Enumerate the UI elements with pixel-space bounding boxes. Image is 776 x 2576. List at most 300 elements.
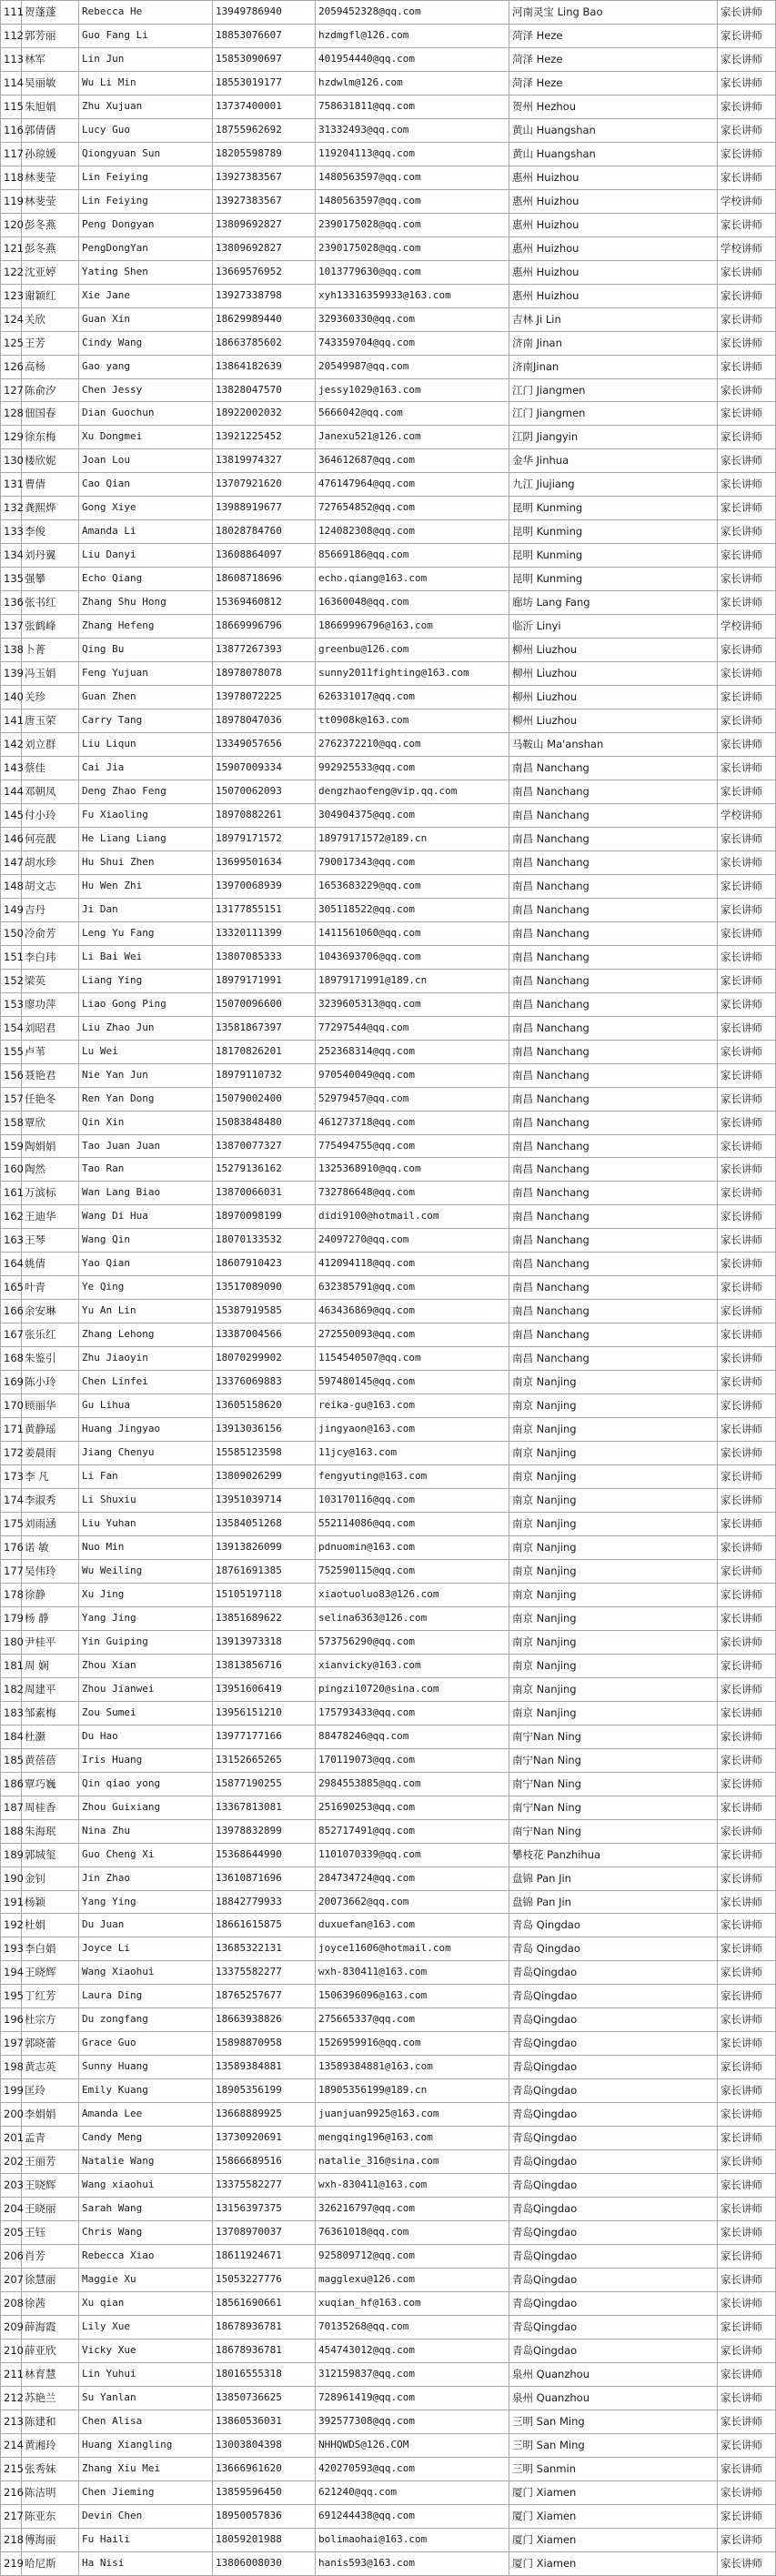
row-number-cell: 130 bbox=[1, 449, 22, 473]
phone-cell: 18979171991 bbox=[213, 969, 316, 992]
email-cell: 364612687@qq.com bbox=[316, 449, 509, 473]
phone-cell: 13375582277 bbox=[213, 1961, 316, 1985]
phone-cell: 13956151210 bbox=[213, 1701, 316, 1725]
role-cell: 家长讲师 bbox=[718, 2127, 776, 2150]
english-name-cell: Zhang Hefeng bbox=[79, 615, 213, 639]
table-row bbox=[1, 2315, 776, 2339]
phone-cell: 18553019177 bbox=[213, 71, 316, 95]
english-name-cell: Gu Lihua bbox=[79, 1394, 213, 1418]
chinese-name-cell: 徐静 bbox=[22, 1583, 79, 1606]
table-row bbox=[1, 2079, 776, 2103]
row-number-cell: 164 bbox=[1, 1253, 22, 1276]
english-name-cell: Sunny Huang bbox=[79, 2056, 213, 2079]
chinese-name-cell: 胡水珍 bbox=[22, 850, 79, 874]
chinese-name-cell: 杜灏 bbox=[22, 1725, 79, 1748]
english-name-cell: Ye Qing bbox=[79, 1276, 213, 1300]
chinese-name-cell: 匡玲 bbox=[22, 2079, 79, 2103]
chinese-name-cell: 廖功萍 bbox=[22, 992, 79, 1016]
email-cell: xiaotuoluo83@126.com bbox=[316, 1583, 509, 1606]
role-cell: 家长讲师 bbox=[718, 1371, 776, 1394]
row-number-cell: 159 bbox=[1, 1134, 22, 1158]
table-row bbox=[1, 2504, 776, 2528]
table-row bbox=[1, 1465, 776, 1489]
email-cell: 2390175028@qq.com bbox=[316, 236, 509, 260]
role-cell: 家长讲师 bbox=[718, 898, 776, 921]
role-cell: 家长讲师 bbox=[718, 2480, 776, 2504]
row-number-cell: 144 bbox=[1, 780, 22, 803]
email-cell: 1411561060@qq.com bbox=[316, 921, 509, 945]
phone-cell: 13877267393 bbox=[213, 639, 316, 662]
role-cell: 家长讲师 bbox=[718, 1300, 776, 1323]
chinese-name-cell: 王晓丽 bbox=[22, 2198, 79, 2221]
email-cell: 621240@qq.com bbox=[316, 2480, 509, 2504]
row-number-cell: 218 bbox=[1, 2528, 22, 2551]
english-name-cell: Maggie Xu bbox=[79, 2269, 213, 2292]
chinese-name-cell: 冯玉娟 bbox=[22, 662, 79, 686]
english-name-cell: Zhou Guixiang bbox=[79, 1796, 213, 1819]
location-cell: 南宁Nan Ning bbox=[509, 1796, 718, 1819]
phone-cell: 18979171572 bbox=[213, 827, 316, 850]
location-cell: 九江 Jiujiang bbox=[509, 473, 718, 497]
location-cell: 南昌 Nanchang bbox=[509, 1276, 718, 1300]
email-cell: 5666042@qq.com bbox=[316, 402, 509, 426]
row-number-cell: 203 bbox=[1, 2174, 22, 2198]
table-row bbox=[1, 1276, 776, 1300]
role-cell: 家长讲师 bbox=[718, 992, 776, 1016]
english-name-cell: Yang Ying bbox=[79, 1890, 213, 1914]
table-row bbox=[1, 1914, 776, 1937]
role-cell: 家长讲师 bbox=[718, 1182, 776, 1205]
row-number-cell: 120 bbox=[1, 213, 22, 236]
role-cell: 家长讲师 bbox=[718, 1961, 776, 1985]
row-number-cell: 129 bbox=[1, 426, 22, 449]
location-cell: 南昌 Nanchang bbox=[509, 1300, 718, 1323]
row-number-cell: 216 bbox=[1, 2480, 22, 2504]
role-cell: 家长讲师 bbox=[718, 2150, 776, 2174]
location-cell: 青岛Qingdao bbox=[509, 2269, 718, 2292]
english-name-cell: Wu Weiling bbox=[79, 1559, 213, 1583]
chinese-name-cell: 李 凡 bbox=[22, 1465, 79, 1489]
location-cell: 厦门 Xiamen bbox=[509, 2504, 718, 2528]
row-number-cell: 170 bbox=[1, 1394, 22, 1418]
chinese-name-cell: 徐茜 bbox=[22, 2291, 79, 2315]
location-cell: 黄山 Huangshan bbox=[509, 118, 718, 142]
location-cell: 金华 Jinhua bbox=[509, 449, 718, 473]
email-cell: 401954440@qq.com bbox=[316, 47, 509, 71]
english-name-cell: Liu Liqun bbox=[79, 733, 213, 757]
table-row bbox=[1, 568, 776, 591]
table-row bbox=[1, 1371, 776, 1394]
phone-cell: 18950057836 bbox=[213, 2504, 316, 2528]
row-number-cell: 150 bbox=[1, 921, 22, 945]
email-cell: tt0908k@163.com bbox=[316, 709, 509, 733]
chinese-name-cell: 佃国春 bbox=[22, 402, 79, 426]
chinese-name-cell: 徐慧丽 bbox=[22, 2269, 79, 2292]
role-cell: 家长讲师 bbox=[718, 1276, 776, 1300]
table-row bbox=[1, 449, 776, 473]
chinese-name-cell: 杜娟 bbox=[22, 1914, 79, 1937]
english-name-cell: Yao Qian bbox=[79, 1253, 213, 1276]
chinese-name-cell: 周桂香 bbox=[22, 1796, 79, 1819]
english-name-cell: Natalie Wang bbox=[79, 2150, 213, 2174]
role-cell: 家长讲师 bbox=[718, 1890, 776, 1914]
english-name-cell: Liao Gong Ping bbox=[79, 992, 213, 1016]
email-cell: 461273718@qq.com bbox=[316, 1111, 509, 1134]
row-number-cell: 185 bbox=[1, 1748, 22, 1772]
email-cell: 1526959916@qq.com bbox=[316, 2032, 509, 2056]
chinese-name-cell: 蔡佳 bbox=[22, 757, 79, 780]
chinese-name-cell: 万滨标 bbox=[22, 1182, 79, 1205]
english-name-cell: Cai Jia bbox=[79, 757, 213, 780]
role-cell: 学校讲师 bbox=[718, 236, 776, 260]
location-cell: 厦门 Xiamen bbox=[509, 2528, 718, 2551]
chinese-name-cell: 苏艳兰 bbox=[22, 2386, 79, 2410]
table-row bbox=[1, 426, 776, 449]
table-row bbox=[1, 1016, 776, 1040]
chinese-name-cell: 刘丹翼 bbox=[22, 544, 79, 568]
english-name-cell: Chen Alisa bbox=[79, 2410, 213, 2433]
location-cell: 南京 Nanjing bbox=[509, 1513, 718, 1536]
table-row bbox=[1, 2221, 776, 2245]
phone-cell: 13517089090 bbox=[213, 1276, 316, 1300]
chinese-name-cell: 张书红 bbox=[22, 591, 79, 615]
chinese-name-cell: 傅海丽 bbox=[22, 2528, 79, 2551]
location-cell: 南宁Nan Ning bbox=[509, 1772, 718, 1796]
role-cell: 家长讲师 bbox=[718, 95, 776, 118]
role-cell: 家长讲师 bbox=[718, 449, 776, 473]
chinese-name-cell: 王晓辉 bbox=[22, 2174, 79, 2198]
row-number-cell: 115 bbox=[1, 95, 22, 118]
row-number-cell: 219 bbox=[1, 2551, 22, 2575]
english-name-cell: Cindy Wang bbox=[79, 331, 213, 355]
english-name-cell: Guo Cheng Xi bbox=[79, 1843, 213, 1867]
chinese-name-cell: 龚熙烨 bbox=[22, 497, 79, 520]
email-cell: 1101070339@qq.com bbox=[316, 1843, 509, 1867]
table-row bbox=[1, 2245, 776, 2269]
english-name-cell: Zhou Jianwei bbox=[79, 1677, 213, 1701]
phone-cell: 18170826201 bbox=[213, 1040, 316, 1063]
table-row bbox=[1, 2198, 776, 2221]
chinese-name-cell: 吉丹 bbox=[22, 898, 79, 921]
phone-cell: 13367813081 bbox=[213, 1796, 316, 1819]
english-name-cell: Li Fan bbox=[79, 1465, 213, 1489]
phone-cell: 13608864097 bbox=[213, 544, 316, 568]
table-row bbox=[1, 874, 776, 898]
english-name-cell: Candy Meng bbox=[79, 2127, 213, 2150]
email-cell: NHHQWDS@126.COM bbox=[316, 2433, 509, 2457]
chinese-name-cell: 覃欣 bbox=[22, 1111, 79, 1134]
email-cell: echo.qiang@163.com bbox=[316, 568, 509, 591]
table-row bbox=[1, 544, 776, 568]
chinese-name-cell: 朱海珉 bbox=[22, 1819, 79, 1843]
chinese-name-cell: 李白娟 bbox=[22, 1937, 79, 1961]
role-cell: 家长讲师 bbox=[718, 1394, 776, 1418]
location-cell: 南京 Nanjing bbox=[509, 1559, 718, 1583]
phone-cell: 15369460812 bbox=[213, 591, 316, 615]
row-number-cell: 190 bbox=[1, 1867, 22, 1890]
email-cell: 3239605313@qq.com bbox=[316, 992, 509, 1016]
location-cell: 青岛Qingdao bbox=[509, 2127, 718, 2150]
email-cell: 743359704@qq.com bbox=[316, 331, 509, 355]
phone-cell: 13913036156 bbox=[213, 1418, 316, 1442]
role-cell: 家长讲师 bbox=[718, 2269, 776, 2292]
location-cell: 南昌 Nanchang bbox=[509, 757, 718, 780]
english-name-cell: Devin Chen bbox=[79, 2504, 213, 2528]
phone-cell: 13737400001 bbox=[213, 95, 316, 118]
row-number-cell: 179 bbox=[1, 1606, 22, 1630]
chinese-name-cell: 张鹤峰 bbox=[22, 615, 79, 639]
row-number-cell: 114 bbox=[1, 71, 22, 95]
role-cell: 家长讲师 bbox=[718, 544, 776, 568]
table-row bbox=[1, 520, 776, 544]
phone-cell: 13375582277 bbox=[213, 2174, 316, 2198]
email-cell: 18979171572@189.cn bbox=[316, 827, 509, 850]
phone-cell: 13870077327 bbox=[213, 1134, 316, 1158]
row-number-cell: 196 bbox=[1, 2008, 22, 2032]
chinese-name-cell: 黄志英 bbox=[22, 2056, 79, 2079]
table-row bbox=[1, 921, 776, 945]
phone-cell: 18765257677 bbox=[213, 1985, 316, 2008]
row-number-cell: 186 bbox=[1, 1772, 22, 1796]
phone-cell: 13584051268 bbox=[213, 1513, 316, 1536]
english-name-cell: Hu Shui Zhen bbox=[79, 850, 213, 874]
location-cell: 泉州 Quanzhou bbox=[509, 2362, 718, 2386]
role-cell: 家长讲师 bbox=[718, 874, 776, 898]
row-number-cell: 200 bbox=[1, 2103, 22, 2127]
table-row bbox=[1, 2032, 776, 2056]
role-cell: 家长讲师 bbox=[718, 2221, 776, 2245]
phone-cell: 15898870958 bbox=[213, 2032, 316, 2056]
chinese-name-cell: 张秀妹 bbox=[22, 2457, 79, 2480]
role-cell: 家长讲师 bbox=[718, 2315, 776, 2339]
table-row bbox=[1, 2291, 776, 2315]
email-cell: 2390175028@qq.com bbox=[316, 213, 509, 236]
row-number-cell: 174 bbox=[1, 1489, 22, 1513]
chinese-name-cell: 彭冬燕 bbox=[22, 213, 79, 236]
email-cell: 170119073@qq.com bbox=[316, 1748, 509, 1772]
role-cell: 家长讲师 bbox=[718, 1465, 776, 1489]
table-row bbox=[1, 1961, 776, 1985]
table-row bbox=[1, 1063, 776, 1087]
chinese-name-cell: 顾丽华 bbox=[22, 1394, 79, 1418]
email-cell: 732786648@qq.com bbox=[316, 1182, 509, 1205]
role-cell: 家长讲师 bbox=[718, 1111, 776, 1134]
location-cell: 南京 Nanjing bbox=[509, 1630, 718, 1654]
location-cell: 三明 San Ming bbox=[509, 2433, 718, 2457]
row-number-cell: 212 bbox=[1, 2386, 22, 2410]
english-name-cell: Lucy Guo bbox=[79, 118, 213, 142]
phone-cell: 18853076607 bbox=[213, 24, 316, 47]
row-number-cell: 122 bbox=[1, 260, 22, 284]
role-cell: 家长讲师 bbox=[718, 307, 776, 331]
english-name-cell: Liang Ying bbox=[79, 969, 213, 992]
role-cell: 家长讲师 bbox=[718, 2291, 776, 2315]
english-name-cell: Nuo Min bbox=[79, 1535, 213, 1559]
table-row bbox=[1, 1559, 776, 1583]
chinese-name-cell: 林斐莹 bbox=[22, 189, 79, 213]
role-cell: 家长讲师 bbox=[718, 757, 776, 780]
phone-cell: 13376069883 bbox=[213, 1371, 316, 1394]
phone-cell: 13152665265 bbox=[213, 1748, 316, 1772]
english-name-cell: Huang Jingyao bbox=[79, 1418, 213, 1442]
email-cell: xyh13316359933@163.com bbox=[316, 284, 509, 307]
email-cell: pingzi10720@sina.com bbox=[316, 1677, 509, 1701]
english-name-cell: Fu Haili bbox=[79, 2528, 213, 2551]
role-cell: 家长讲师 bbox=[718, 1748, 776, 1772]
phone-cell: 13970068939 bbox=[213, 874, 316, 898]
email-cell: 758631811@qq.com bbox=[316, 95, 509, 118]
row-number-cell: 151 bbox=[1, 945, 22, 969]
chinese-name-cell: 郭倩倩 bbox=[22, 118, 79, 142]
phone-cell: 18663785602 bbox=[213, 331, 316, 355]
table-row bbox=[1, 615, 776, 639]
location-cell: 昆明 Kunming bbox=[509, 497, 718, 520]
location-cell: 南昌 Nanchang bbox=[509, 1229, 718, 1253]
chinese-name-cell: 沈亚婷 bbox=[22, 260, 79, 284]
location-cell: 青岛 Qingdao bbox=[509, 1914, 718, 1937]
row-number-cell: 215 bbox=[1, 2457, 22, 2480]
role-cell: 家长讲师 bbox=[718, 426, 776, 449]
email-cell: 16360048@qq.com bbox=[316, 591, 509, 615]
row-number-cell: 127 bbox=[1, 378, 22, 402]
phone-cell: 13850736625 bbox=[213, 2386, 316, 2410]
row-number-cell: 143 bbox=[1, 757, 22, 780]
role-cell: 家长讲师 bbox=[718, 1559, 776, 1583]
email-cell: Janexu521@126.com bbox=[316, 426, 509, 449]
role-cell: 家长讲师 bbox=[718, 1442, 776, 1465]
row-number-cell: 205 bbox=[1, 2221, 22, 2245]
phone-cell: 13977177166 bbox=[213, 1725, 316, 1748]
email-cell: 463436869@qq.com bbox=[316, 1300, 509, 1323]
chinese-name-cell: 林育慧 bbox=[22, 2362, 79, 2386]
table-row bbox=[1, 166, 776, 189]
role-cell: 学校讲师 bbox=[718, 189, 776, 213]
table-row bbox=[1, 118, 776, 142]
location-cell: 南宁Nan Ning bbox=[509, 1748, 718, 1772]
row-number-cell: 192 bbox=[1, 1914, 22, 1937]
chinese-name-cell: 杨颖 bbox=[22, 1890, 79, 1914]
row-number-cell: 146 bbox=[1, 827, 22, 850]
chinese-name-cell: 杜宗方 bbox=[22, 2008, 79, 2032]
location-cell: 惠州 Huizhou bbox=[509, 284, 718, 307]
chinese-name-cell: 陈俞汐 bbox=[22, 378, 79, 402]
english-name-cell: Zhu Jiaoyin bbox=[79, 1347, 213, 1371]
phone-cell: 13813856716 bbox=[213, 1654, 316, 1677]
english-name-cell: Li Bai Wei bbox=[79, 945, 213, 969]
role-cell: 家长讲师 bbox=[718, 827, 776, 850]
table-row bbox=[1, 2339, 776, 2362]
table-row bbox=[1, 2410, 776, 2433]
table-row bbox=[1, 1513, 776, 1536]
table-row bbox=[1, 686, 776, 709]
location-cell: 临沂 Linyi bbox=[509, 615, 718, 639]
email-cell: 329360330@qq.com bbox=[316, 307, 509, 331]
table-row bbox=[1, 1134, 776, 1158]
location-cell: 青岛Qingdao bbox=[509, 2174, 718, 2198]
email-cell: 103170116@qq.com bbox=[316, 1489, 509, 1513]
row-number-cell: 116 bbox=[1, 118, 22, 142]
role-cell: 家长讲师 bbox=[718, 662, 776, 686]
location-cell: 青岛Qingdao bbox=[509, 2245, 718, 2269]
table-row bbox=[1, 307, 776, 331]
english-name-cell: Jin Zhao bbox=[79, 1867, 213, 1890]
chinese-name-cell: 刘立群 bbox=[22, 733, 79, 757]
email-cell: 790017343@qq.com bbox=[316, 850, 509, 874]
location-cell: 南京 Nanjing bbox=[509, 1465, 718, 1489]
location-cell: 济南Jinan bbox=[509, 355, 718, 378]
email-cell: wxh-830411@163.com bbox=[316, 2174, 509, 2198]
phone-cell: 18561690661 bbox=[213, 2291, 316, 2315]
chinese-name-cell: 陶然 bbox=[22, 1158, 79, 1182]
english-name-cell: Tao Ran bbox=[79, 1158, 213, 1182]
table-row bbox=[1, 1, 776, 25]
english-name-cell: Qiongyuan Sun bbox=[79, 142, 213, 166]
location-cell: 南昌 Nanchang bbox=[509, 850, 718, 874]
phone-cell: 18842779933 bbox=[213, 1890, 316, 1914]
table-row bbox=[1, 1630, 776, 1654]
email-cell: 31332493@qq.com bbox=[316, 118, 509, 142]
email-cell: bolimaohai@163.com bbox=[316, 2528, 509, 2551]
role-cell: 家长讲师 bbox=[718, 166, 776, 189]
role-cell: 家长讲师 bbox=[718, 1205, 776, 1229]
chinese-name-cell: 任艳冬 bbox=[22, 1087, 79, 1111]
english-name-cell: Iris Huang bbox=[79, 1748, 213, 1772]
english-name-cell: Chen Jieming bbox=[79, 2480, 213, 2504]
role-cell: 家长讲师 bbox=[718, 2032, 776, 2056]
row-number-cell: 209 bbox=[1, 2315, 22, 2339]
location-cell: 江门 Jiangmen bbox=[509, 402, 718, 426]
table-row bbox=[1, 1701, 776, 1725]
chinese-name-cell: 谢颖红 bbox=[22, 284, 79, 307]
row-number-cell: 158 bbox=[1, 1111, 22, 1134]
email-cell: 970540049@qq.com bbox=[316, 1063, 509, 1087]
chinese-name-cell: 肖芳 bbox=[22, 2245, 79, 2269]
phone-cell: 13387004566 bbox=[213, 1323, 316, 1347]
email-cell: hanis593@163.com bbox=[316, 2551, 509, 2575]
english-name-cell: Ren Yan Dong bbox=[79, 1087, 213, 1111]
phone-cell: 13807085333 bbox=[213, 945, 316, 969]
email-cell: 24097270@qq.com bbox=[316, 1229, 509, 1253]
english-name-cell: Chris Wang bbox=[79, 2221, 213, 2245]
email-cell: 632385791@qq.com bbox=[316, 1276, 509, 1300]
role-cell: 家长讲师 bbox=[718, 2362, 776, 2386]
row-number-cell: 132 bbox=[1, 497, 22, 520]
email-cell: 275665337@qq.com bbox=[316, 2008, 509, 2032]
row-number-cell: 149 bbox=[1, 898, 22, 921]
role-cell: 家长讲师 bbox=[718, 47, 776, 71]
email-cell: dengzhaofeng@vip.qq.com bbox=[316, 780, 509, 803]
english-name-cell: Lin Yuhui bbox=[79, 2362, 213, 2386]
row-number-cell: 145 bbox=[1, 803, 22, 827]
table-row bbox=[1, 1087, 776, 1111]
phone-cell: 15083848480 bbox=[213, 1111, 316, 1134]
phone-cell: 15079002400 bbox=[213, 1087, 316, 1111]
email-cell: xuqian_hf@163.com bbox=[316, 2291, 509, 2315]
phone-cell: 13927383567 bbox=[213, 189, 316, 213]
role-cell: 家长讲师 bbox=[718, 850, 776, 874]
english-name-cell: Huang Xiangling bbox=[79, 2433, 213, 2457]
email-cell: 304904375@qq.com bbox=[316, 803, 509, 827]
phone-cell: 15387919585 bbox=[213, 1300, 316, 1323]
role-cell: 家长讲师 bbox=[718, 497, 776, 520]
phone-cell: 13951039714 bbox=[213, 1489, 316, 1513]
row-number-cell: 155 bbox=[1, 1040, 22, 1063]
english-name-cell: Hu Wen Zhi bbox=[79, 874, 213, 898]
english-name-cell: Tao Juan Juan bbox=[79, 1134, 213, 1158]
table-row bbox=[1, 2056, 776, 2079]
row-number-cell: 126 bbox=[1, 355, 22, 378]
role-cell: 家长讲师 bbox=[718, 969, 776, 992]
